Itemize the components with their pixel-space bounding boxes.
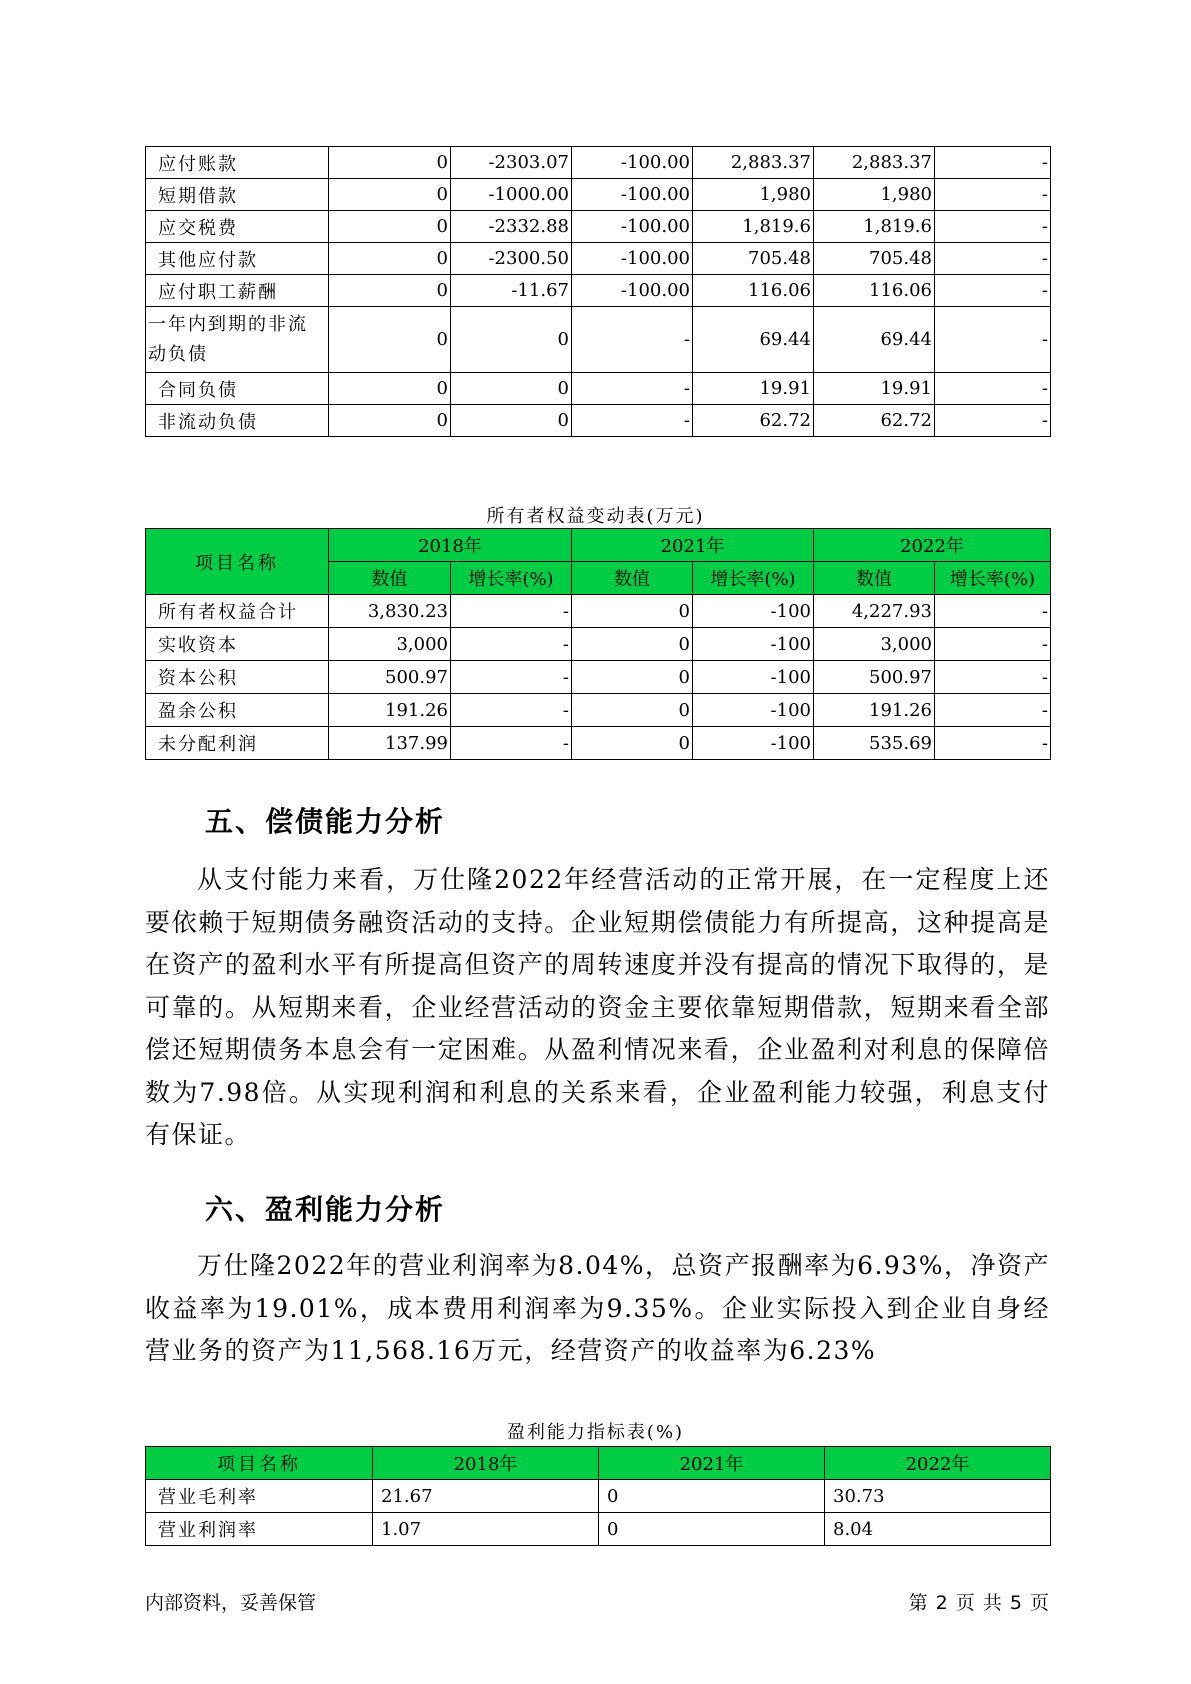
row-label: 短期借款: [146, 179, 329, 211]
cell: 705.48: [693, 243, 814, 275]
cell: 62.72: [814, 405, 935, 437]
cell: 0: [572, 628, 693, 661]
table-row: [146, 275, 1051, 307]
row-label: 资本公积: [146, 661, 329, 694]
table-row: [146, 307, 1051, 373]
cell: 0: [572, 595, 693, 628]
column-header-year: 2021年: [599, 1447, 825, 1480]
table-row: [146, 373, 1051, 405]
cell: 0: [572, 727, 693, 760]
column-header-growth: 增长率(%): [451, 562, 572, 595]
cell: -: [451, 595, 572, 628]
cell: -11.67: [451, 275, 572, 307]
cell: 0: [599, 1513, 825, 1546]
cell: -: [935, 694, 1051, 727]
table-row: [146, 405, 1051, 437]
row-label: 应付职工薪酬: [146, 275, 329, 307]
cell: -: [572, 307, 693, 373]
cell: 2,883.37: [814, 147, 935, 179]
cell: -: [935, 275, 1051, 307]
table-row: [146, 1480, 1051, 1513]
liabilities-table-body: [146, 147, 1051, 437]
section-heading-debt: 五、偿债能力分析: [205, 805, 446, 838]
column-header-item: 项目名称: [146, 529, 329, 595]
row-label: 实收资本: [146, 628, 329, 661]
cell: 8.04: [825, 1513, 1051, 1546]
cell: 0: [329, 147, 451, 179]
cell: -100.00: [572, 243, 693, 275]
cell: -: [451, 628, 572, 661]
cell: 0: [451, 307, 572, 373]
cell: 4,227.93: [814, 595, 935, 628]
cell: 1,819.6: [693, 211, 814, 243]
cell: -: [935, 147, 1051, 179]
cell: 1,819.6: [814, 211, 935, 243]
cell: -: [935, 405, 1051, 437]
cell: 1.07: [373, 1513, 599, 1546]
cell: -: [935, 727, 1051, 760]
section-paragraph-profit: 万仕隆2022年的营业利润率为8.04%，总资产报酬率为6.93%，净资产收益率为19.01%，成本费用利润率为9.35%。企业实际投入到企业自身经营业务的资产为11,568.16万元，经营资产的收益率为6.23%: [145, 1251, 1050, 1365]
cell: 116.06: [693, 275, 814, 307]
equity-table: [145, 528, 1051, 760]
table-row: [146, 211, 1051, 243]
cell: -100.00: [572, 275, 693, 307]
cell: 0: [329, 275, 451, 307]
cell: -: [451, 694, 572, 727]
row-label: 未分配利润: [146, 727, 329, 760]
cell: 0: [572, 694, 693, 727]
cell: -: [451, 661, 572, 694]
cell: -: [935, 628, 1051, 661]
cell: 0: [329, 405, 451, 437]
cell: 0: [329, 373, 451, 405]
cell: 1,980: [693, 179, 814, 211]
cell: -: [572, 405, 693, 437]
column-header-year: 2018年: [373, 1447, 599, 1480]
cell: -2303.07: [451, 147, 572, 179]
cell: -: [572, 373, 693, 405]
cell: -100: [693, 694, 814, 727]
cell: 0: [451, 373, 572, 405]
column-header-year: 2021年: [572, 529, 814, 562]
cell: 0: [572, 661, 693, 694]
cell: 500.97: [814, 661, 935, 694]
cell: 0: [451, 405, 572, 437]
table-row: [146, 727, 1051, 760]
cell: 30.73: [825, 1480, 1051, 1513]
cell: -100.00: [572, 147, 693, 179]
cell: -2300.50: [451, 243, 572, 275]
footer-page-number: 第 2 页 共 5 页: [908, 1592, 1050, 1614]
cell: 191.26: [814, 694, 935, 727]
cell: 3,000: [814, 628, 935, 661]
cell: -100: [693, 661, 814, 694]
cell: -: [935, 595, 1051, 628]
table-header-row: [146, 529, 1051, 562]
row-label: 营业毛利率: [146, 1480, 373, 1513]
column-header-value: 数值: [572, 562, 693, 595]
column-header-year: 2018年: [329, 529, 572, 562]
column-header-value: 数值: [329, 562, 451, 595]
cell: -: [451, 727, 572, 760]
table-row: [146, 694, 1051, 727]
table-row: [146, 1513, 1051, 1546]
cell: 19.91: [814, 373, 935, 405]
cell: -100.00: [572, 179, 693, 211]
cell: -2332.88: [451, 211, 572, 243]
row-label: 其他应付款: [146, 243, 329, 275]
cell: 69.44: [814, 307, 935, 373]
cell: 0: [329, 211, 451, 243]
table-row: [146, 628, 1051, 661]
column-header-value: 数值: [814, 562, 935, 595]
cell: -: [935, 373, 1051, 405]
table-row: [146, 661, 1051, 694]
cell: -100.00: [572, 211, 693, 243]
column-header-growth: 增长率(%): [693, 562, 814, 595]
cell: 0: [329, 243, 451, 275]
cell: 69.44: [693, 307, 814, 373]
table-row: [146, 179, 1051, 211]
row-label: 一年内到期的非流动负债: [146, 307, 329, 373]
row-label: 非流动负债: [146, 405, 329, 437]
profit-table-caption: 盈利能力指标表(%): [506, 1422, 685, 1443]
cell: -: [935, 243, 1051, 275]
cell: -: [935, 179, 1051, 211]
column-header-growth: 增长率(%): [935, 562, 1051, 595]
cell: 0: [329, 179, 451, 211]
row-label: 所有者权益合计: [146, 595, 329, 628]
cell: 0: [329, 307, 451, 373]
cell: 116.06: [814, 275, 935, 307]
table-header-row: [146, 1447, 1051, 1480]
cell: 62.72: [693, 405, 814, 437]
table-row: [146, 243, 1051, 275]
cell: 0: [599, 1480, 825, 1513]
table-row: [146, 595, 1051, 628]
row-label: 合同负债: [146, 373, 329, 405]
row-label: 盈余公积: [146, 694, 329, 727]
section-heading-profit: 六、盈利能力分析: [205, 1193, 446, 1226]
footer-confidential-note: 内部资料，妥善保管: [145, 1592, 317, 1614]
cell: -100: [693, 595, 814, 628]
profit-table: [145, 1446, 1051, 1546]
table-row: [146, 147, 1051, 179]
cell: -: [935, 307, 1051, 373]
cell: 21.67: [373, 1480, 599, 1513]
cell: 500.97: [329, 661, 451, 694]
cell: 3,830.23: [329, 595, 451, 628]
row-label: 应付账款: [146, 147, 329, 179]
liabilities-table: [145, 146, 1051, 437]
row-label: 应交税费: [146, 211, 329, 243]
cell: -100: [693, 727, 814, 760]
equity-table-caption: 所有者权益变动表(万元): [486, 506, 705, 527]
cell: 137.99: [329, 727, 451, 760]
cell: 3,000: [329, 628, 451, 661]
cell: 2,883.37: [693, 147, 814, 179]
column-header-item: 项目名称: [146, 1447, 373, 1480]
row-label: 营业利润率: [146, 1513, 373, 1546]
cell: 535.69: [814, 727, 935, 760]
cell: 19.91: [693, 373, 814, 405]
column-header-year: 2022年: [814, 529, 1051, 562]
cell: 191.26: [329, 694, 451, 727]
section-paragraph-debt: 从支付能力来看，万仕隆2022年经营活动的正常开展，在一定程度上还要依赖于短期债务融资活动的支持。企业短期偿债能力有所提高，这种提高是在资产的盈利水平有所提高但资产的周转速度并没有提高的情况下取得的，是可靠的。从短期来看，企业经营活动的资金主要依靠短期借款，短期来看全部偿还短期债务本息会有一定困难。从盈利情况来看，企业盈利对利息的保障倍数为7.98倍。从实现利润和利息的关系来看，企业盈利能力较强，利息支付有保证。: [145, 865, 1050, 1149]
cell: -: [935, 211, 1051, 243]
cell: -: [935, 661, 1051, 694]
cell: -1000.00: [451, 179, 572, 211]
cell: 1,980: [814, 179, 935, 211]
column-header-year: 2022年: [825, 1447, 1051, 1480]
cell: -100: [693, 628, 814, 661]
cell: 705.48: [814, 243, 935, 275]
